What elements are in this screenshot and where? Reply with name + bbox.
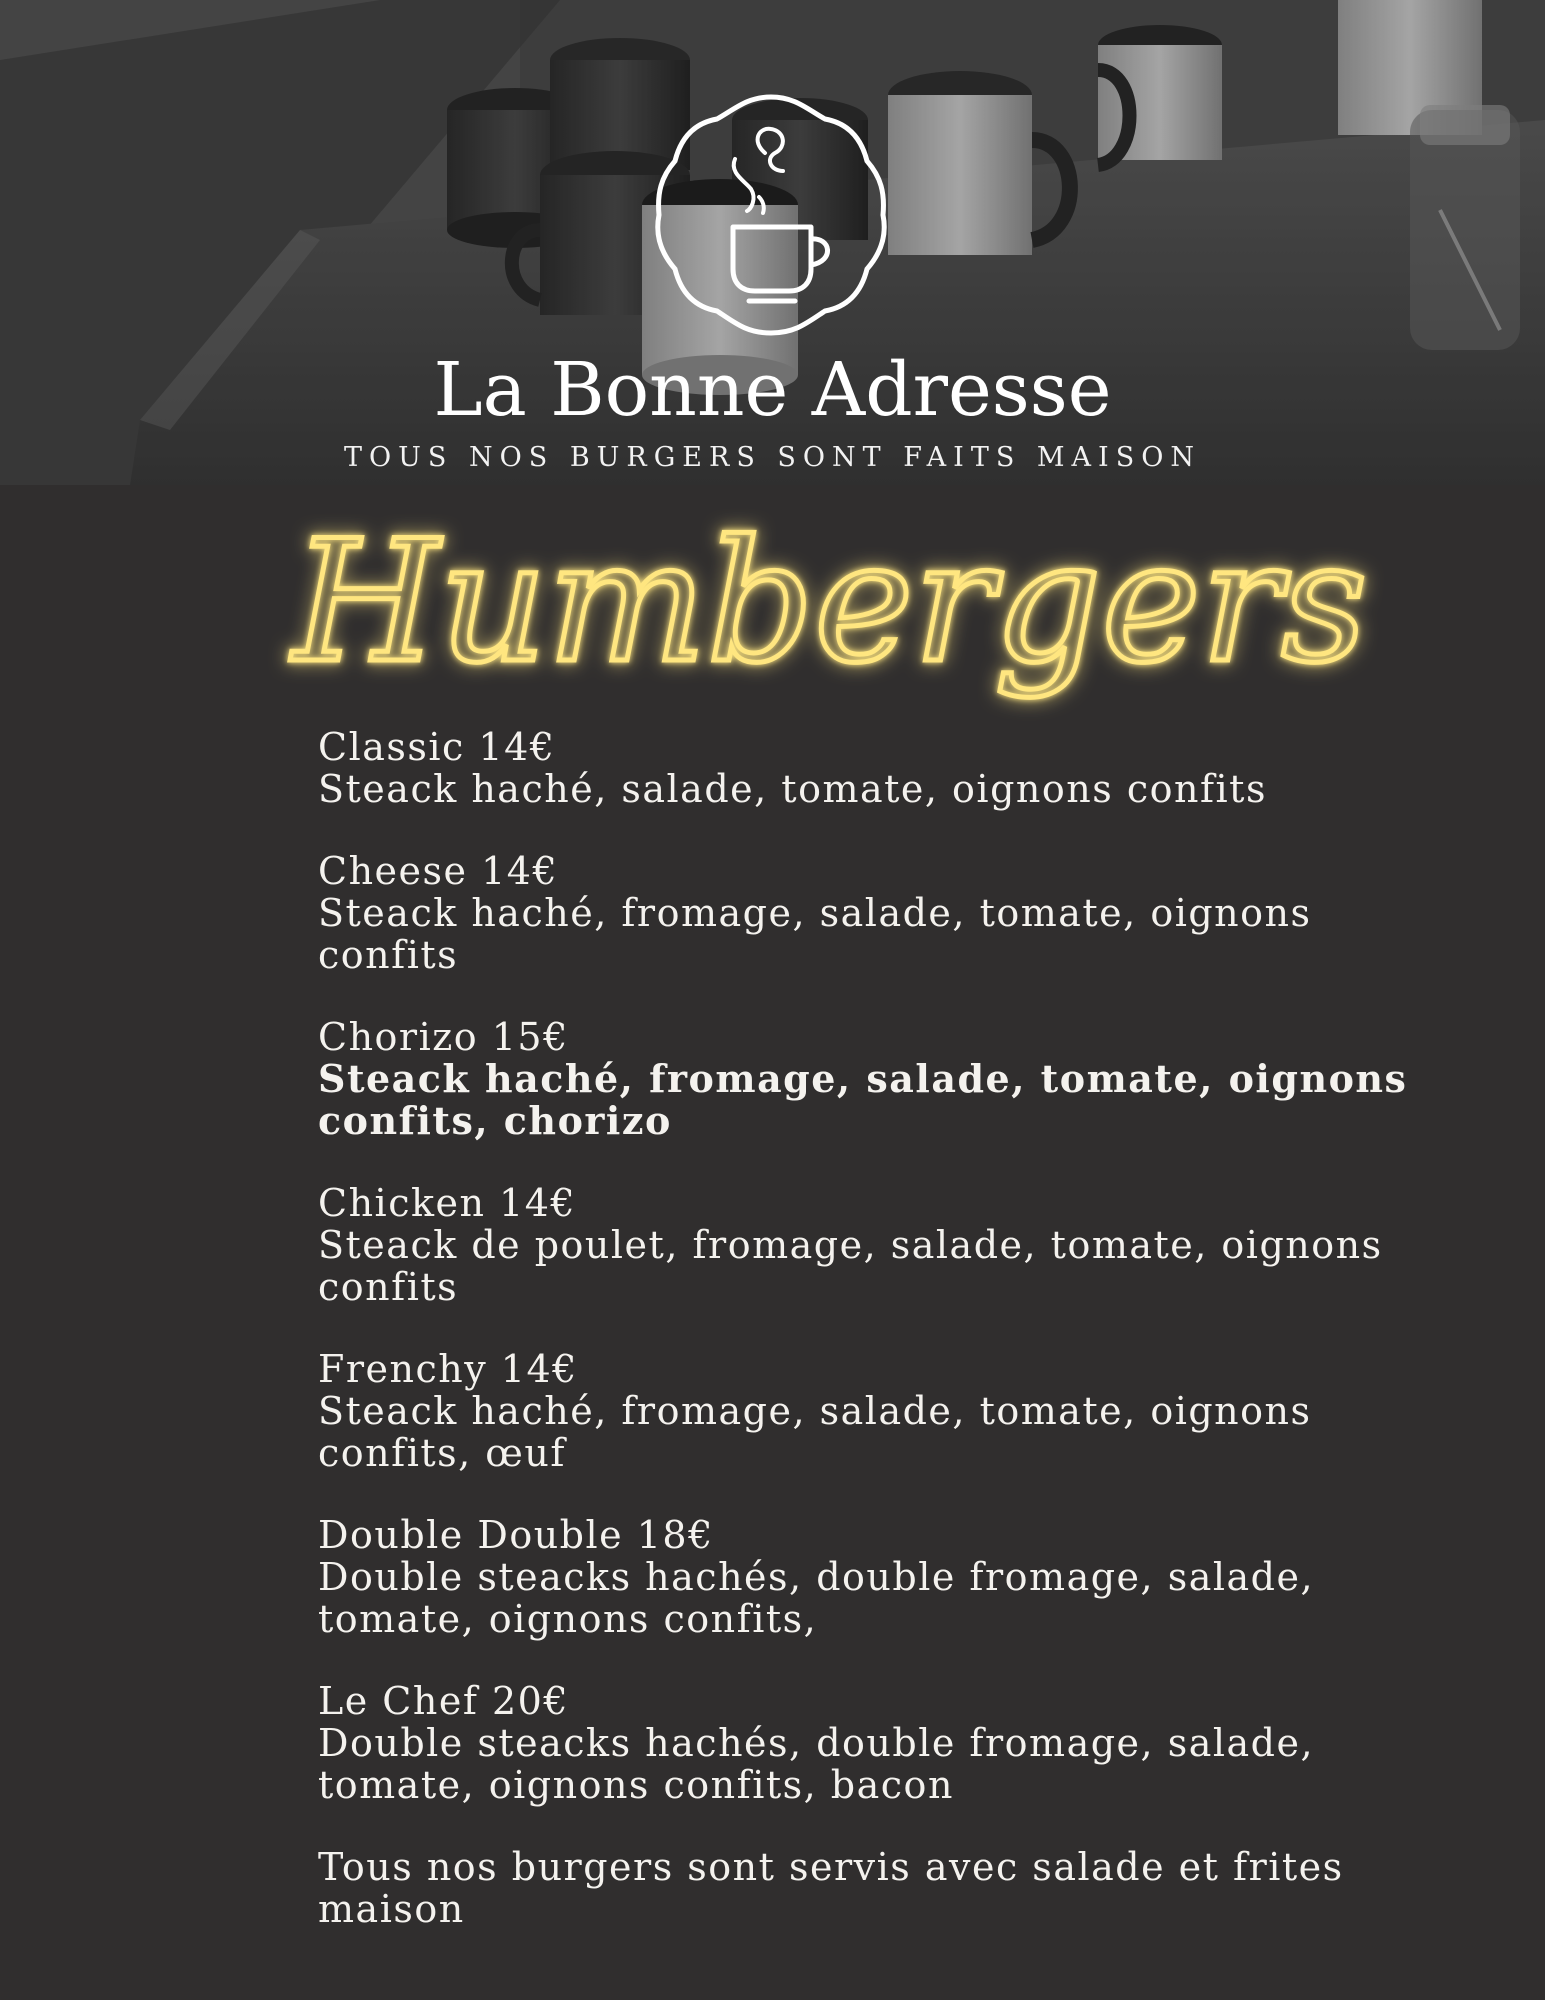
list-item: [318, 1680, 1448, 1806]
item-description: Steack haché, salade, tomate, oignons confits: [318, 767, 1267, 811]
list-item: [318, 1348, 1448, 1474]
item-title: Cheese 14€: [318, 849, 559, 893]
list-item: [318, 1182, 1448, 1308]
item-title: Chicken 14€: [318, 1181, 577, 1225]
brand-tagline: TOUS NOS BURGERS SONT FAITS MAISON: [344, 442, 1201, 473]
item-description: Double steacks hachés, double fromage, salade, tomate, oignons confits,: [318, 1555, 1315, 1641]
item-description: Steack haché, fromage, salade, tomate, oignons confits, chorizo: [318, 1056, 1408, 1143]
item-title: Classic 14€: [318, 725, 556, 769]
item-title: Double Double 18€: [318, 1513, 714, 1557]
item-title: Le Chef 20€: [318, 1679, 570, 1723]
item-title: Frenchy 14€: [318, 1347, 578, 1391]
list-item: [318, 726, 1448, 810]
header-photo: [0, 0, 1545, 485]
item-description: Steack de poulet, fromage, salade, tomate, oignons confits: [318, 1223, 1383, 1309]
item-description: Steack haché, fromage, salade, tomate, oignons confits, œuf: [318, 1389, 1312, 1475]
item-description: Steack haché, fromage, salade, tomate, oignons confits: [318, 891, 1312, 977]
steaming-coffee-cup-icon: [655, 93, 887, 337]
burger-menu-list: [318, 726, 1448, 1930]
footer-note: Tous nos burgers sont servis avec salade et frites maison: [318, 1845, 1344, 1931]
list-item: [318, 1016, 1448, 1142]
item-title: Chorizo 15€: [318, 1015, 569, 1059]
section-title: Humbergers: [292, 504, 1368, 700]
item-description: Double steacks hachés, double fromage, salade, tomate, oignons confits, bacon: [318, 1721, 1315, 1807]
section-heading-neon: [292, 470, 1368, 760]
list-item: [318, 850, 1448, 976]
list-item: [318, 1514, 1448, 1640]
brand-title: La Bonne Adresse: [433, 347, 1112, 433]
